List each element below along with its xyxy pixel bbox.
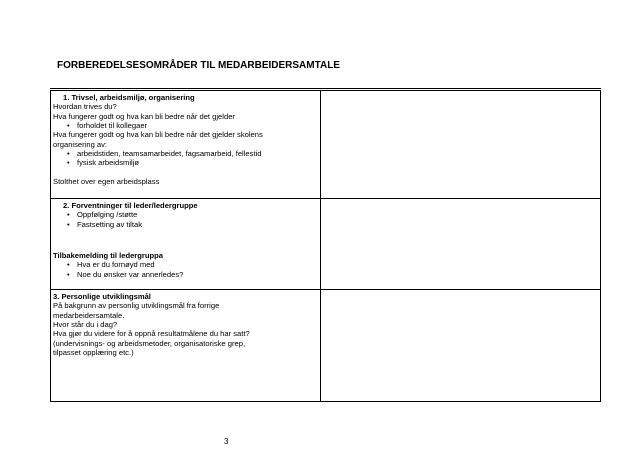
- table-row-wellbeing: [51, 90, 601, 199]
- question-text: Hvor står du i dag?: [53, 320, 118, 330]
- section-subheading-feedback: Tilbakemelding til ledergruppa: [53, 251, 163, 261]
- question-text: På bakgrunn av personlig utviklingsmål fra forrige: [53, 301, 220, 311]
- blank-line: [53, 168, 320, 177]
- section-heading-wellbeing: 1. Trivsel, arbeidsmiljø, organisering: [63, 93, 195, 102]
- answer-cell-development-goals[interactable]: [321, 290, 601, 402]
- question-text: tilpasset opplæring etc.): [53, 348, 134, 358]
- section-heading-development-goals: 3. Personlige utviklingsmål: [53, 292, 151, 301]
- question-text: (undervisnings- og arbeidsmetoder, organisatoriske grep,: [53, 338, 246, 348]
- list-item: • Hva er du fornøyd med: [53, 260, 320, 269]
- question-text: Hva fungerer godt og hva kan bli bedre når det gjelder: [53, 111, 235, 121]
- topic-cell-wellbeing: [51, 90, 321, 199]
- topic-cell-development-goals: [51, 290, 321, 402]
- blank-space: [53, 229, 320, 251]
- question-text: Hva gjør du videre for å oppnå resultatmålene du har satt?: [53, 329, 250, 339]
- table-row-expectations: [51, 199, 601, 290]
- list-item: • Fastsetting av tiltak: [53, 220, 320, 229]
- list-item: • Noe du ønsker var annerledes?: [53, 270, 320, 279]
- question-text: Stolthet over egen arbeidsplass: [53, 177, 160, 187]
- question-text: Hva fungerer godt og hva kan bli bedre når det gjelder skolens: [53, 130, 263, 140]
- table-row-development-goals: [51, 290, 601, 402]
- list-item: • arbeidstiden, teamsamarbeidet, fagsamarbeid, fellestid: [53, 149, 320, 158]
- section-heading-expectations: 2. Forventninger til leder/ledergruppe: [63, 201, 198, 210]
- question-text: organisering av:: [53, 139, 108, 149]
- page-number: 3: [224, 437, 229, 446]
- list-item: • Oppfølging /støtte: [53, 210, 320, 219]
- topic-cell-expectations: [51, 199, 321, 290]
- question-text: medarbeidersamtale.: [53, 310, 125, 320]
- answer-cell-expectations[interactable]: [321, 199, 601, 290]
- list-item: • forholdet til kollegaer: [53, 121, 320, 130]
- list-item: • fysisk arbeidsmiljø: [53, 158, 320, 167]
- question-text: Hvordan trives du?: [53, 102, 117, 112]
- answer-cell-wellbeing[interactable]: [321, 90, 601, 199]
- page-title: FORBEREDELSESOMRÅDER TIL MEDARBEIDERSAMTALE: [57, 60, 340, 71]
- preparation-table: [50, 88, 601, 402]
